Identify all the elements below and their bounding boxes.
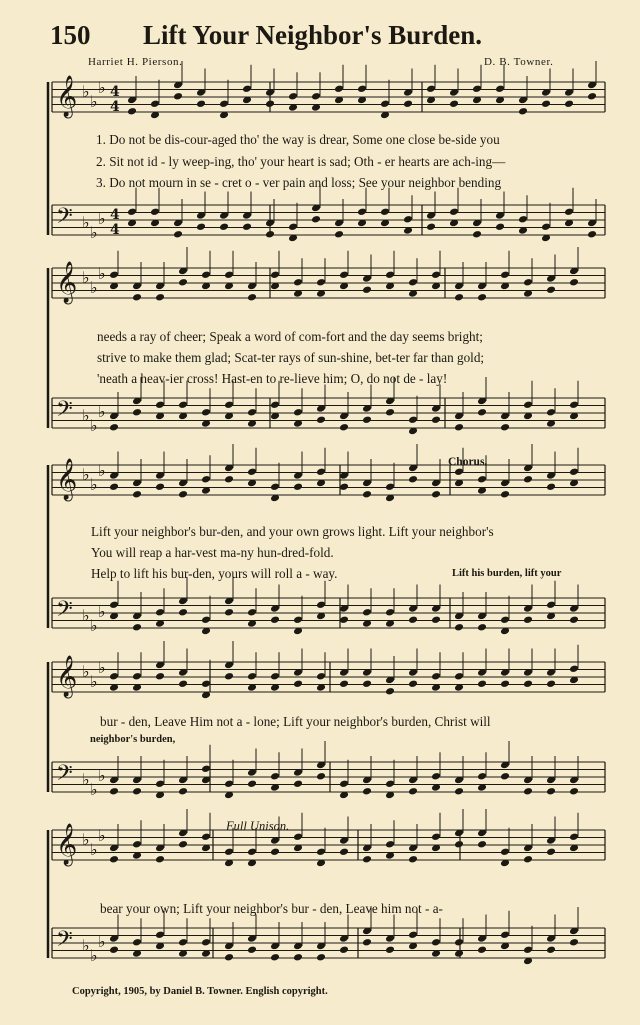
note-head [132,840,142,849]
flat-sign: ♭ [98,264,106,283]
lyric-line: Help to lift his bur-den, yours will roll a - way. [91,566,338,581]
note-head [316,953,326,962]
note-head [178,679,188,688]
note-head [495,84,505,93]
note-head [339,847,349,856]
note-head [265,99,275,108]
note-head [541,222,551,231]
note-head [523,787,533,796]
note-head [380,207,390,216]
hymn-title: Lift Your Neighbor's Burden. [143,20,483,50]
lyric-line: 2. Sit not id - ly weep-ing, tho' your heart is sad; Oth - er hearts are ach-ing— [96,154,506,169]
flat-sign: ♭ [90,616,98,635]
note-head [173,92,183,101]
note-head [339,679,349,688]
note-head [523,475,533,484]
note-head [334,230,344,239]
bass-clef: 𝄢 [56,397,73,427]
note-head [569,787,579,796]
note-head [224,270,234,279]
note-head [569,615,579,624]
note-head [224,953,234,962]
note-head [150,99,160,108]
note-head [293,832,303,841]
note-head [569,832,579,841]
note-head [523,855,533,864]
note-head [270,953,280,962]
note-head [155,608,165,617]
note-head [316,415,326,424]
note-head [109,672,119,681]
note-head [293,482,303,491]
note-head [288,222,298,231]
note-head [569,278,579,287]
note-head [132,672,142,681]
note-head [155,482,165,491]
note-head [357,84,367,93]
note-head [546,408,556,417]
note-head [385,270,395,279]
note-head [477,772,487,781]
note-head [385,687,395,696]
note-head [546,482,556,491]
note-head [270,615,280,624]
note-head [454,938,464,947]
note-head [132,408,142,417]
flat-sign: ♭ [98,932,106,951]
note-head [316,847,326,856]
note-head [408,615,418,624]
note-head [362,285,372,294]
note-head [178,490,188,499]
flat-sign: ♭ [82,662,90,681]
note-head [339,945,349,954]
note-head [247,467,257,476]
note-head [523,615,533,624]
note-head [546,679,556,688]
note-head [500,490,510,499]
composer-credit: D. B. Towner. [484,56,554,68]
note-head [449,99,459,108]
flat-sign: ♭ [82,268,90,287]
note-head [408,278,418,287]
note-head [426,222,436,231]
lyric-line: needs a ray of cheer; Speak a word of com-fort and the day seems bright; [97,329,483,344]
note-head [472,230,482,239]
note-head [403,215,413,224]
treble-clef: 𝄞 [56,459,78,500]
note-head [224,847,234,856]
note-head [385,779,395,788]
note-head [127,107,137,116]
note-head [219,222,229,231]
treble-clef: 𝄞 [56,824,78,865]
note-head [109,482,119,491]
note-head [495,222,505,231]
lyric-line: Lift your neighbor's bur-den, and your own grows light. Lift your neighbor's [91,524,494,539]
note-head [546,787,556,796]
treble-clef: 𝄞 [56,262,78,303]
note-head [449,207,459,216]
bass-cue-words: neighbor's burden, [90,734,176,745]
note-head [523,945,533,954]
flat-sign: ♭ [82,82,90,101]
full-unison-marking: Full Unison. [226,819,290,833]
note-head [408,855,418,864]
lyric-line: 1. Do not be dis-cour-aged tho' the way is drear, Some one close be-side you [96,132,500,147]
note-head [155,855,165,864]
note-head [201,938,211,947]
note-head [523,278,533,287]
bass-clef: 𝄢 [56,204,73,234]
copyright-notice: Copyright, 1905, by Daniel B. Towner. English copyright. [72,986,328,997]
note-head [431,270,441,279]
note-head [224,608,234,617]
note-head [247,293,257,302]
note-head [155,293,165,302]
time-signature-top: 4 [110,207,120,223]
note-head [500,679,510,688]
bass-cue-words: Lift his burden, lift your [452,568,562,579]
chorus-marking: Chorus. [448,456,488,468]
note-head [270,270,280,279]
note-head [247,408,257,417]
flat-sign: ♭ [82,213,90,232]
note-head [247,847,257,856]
note-head [477,408,487,417]
note-head [454,467,464,476]
note-head [546,285,556,294]
note-head [564,207,574,216]
note-head [293,679,303,688]
note-head [155,930,165,939]
note-head [178,787,188,796]
bass-clef: 𝄢 [56,761,73,791]
note-head [201,832,211,841]
flat-sign: ♭ [82,465,90,484]
note-head [431,415,441,424]
note-head [288,92,298,101]
note-head [132,490,142,499]
note-head [219,99,229,108]
note-head [316,672,326,681]
note-head [201,475,211,484]
note-head [155,672,165,681]
note-head [477,840,487,849]
note-head [270,772,280,781]
note-head [109,787,119,796]
flat-sign: ♭ [98,658,106,677]
note-head [362,415,372,424]
note-head [431,832,441,841]
bass-clef: 𝄢 [56,597,73,627]
lyric-line: You will reap a har-vest ma-ny hun-dred-fold. [91,545,334,560]
note-head [362,787,372,796]
flat-sign: ♭ [82,770,90,789]
flat-sign: ♭ [90,475,98,494]
note-head [247,779,257,788]
note-head [408,787,418,796]
treble-clef: 𝄞 [56,76,78,117]
note-head [431,615,441,624]
note-head [454,787,464,796]
note-head [109,270,119,279]
time-signature-bottom: 4 [110,222,120,238]
flat-sign: ♭ [82,936,90,955]
flat-sign: ♭ [90,946,98,965]
flat-sign: ♭ [82,830,90,849]
time-signature-top: 4 [110,84,120,100]
note-head [477,293,487,302]
note-head [339,779,349,788]
flat-sign: ♭ [98,402,106,421]
flat-sign: ♭ [82,606,90,625]
note-head [293,953,303,962]
note-head [339,270,349,279]
note-head [380,99,390,108]
note-head [196,99,206,108]
note-head [362,608,372,617]
note-head [316,467,326,476]
note-head [569,938,579,947]
note-head [569,664,579,673]
note-head [385,408,395,417]
note-head [362,679,372,688]
note-head [242,84,252,93]
lyric-line: 3. Do not mourn in se - cret o - ver pain and loss; See your neighbor bending [96,175,502,190]
note-head [178,840,188,849]
note-head [357,207,367,216]
note-head [293,278,303,287]
note-head [362,938,372,947]
note-head [132,623,142,632]
lyric-line: 'neath a heav-ier cross! Hast-en to re-lieve him; O, do not de - lay! [97,371,448,386]
note-head [408,475,418,484]
note-head [247,608,257,617]
flat-sign: ♭ [98,766,106,785]
note-head [334,84,344,93]
note-head [454,672,464,681]
note-head [247,672,257,681]
note-head [127,207,137,216]
note-head [201,615,211,624]
note-head [155,400,165,409]
flat-sign: ♭ [90,278,98,297]
note-head [454,293,464,302]
note-head [569,400,579,409]
note-head [523,679,533,688]
hymn-number: 150 [50,20,91,50]
note-head [500,930,510,939]
note-head [242,222,252,231]
note-head [316,600,326,609]
note-head [431,938,441,947]
flat-sign: ♭ [90,92,98,111]
note-head [109,423,119,432]
note-head [270,847,280,856]
flat-sign: ♭ [98,602,106,621]
flat-sign: ♭ [90,416,98,435]
note-head [477,623,487,632]
note-head [339,423,349,432]
note-head [403,99,413,108]
note-head [109,945,119,954]
note-head [587,230,597,239]
note-head [362,855,372,864]
note-head [564,99,574,108]
note-head [201,408,211,417]
note-head [224,672,234,681]
flat-sign: ♭ [98,209,106,228]
flat-sign: ♭ [98,78,106,97]
note-head [408,415,418,424]
lyricist-credit: Harriet H. Pierson. [88,56,183,68]
note-head [546,847,556,856]
note-head [178,400,188,409]
note-head [477,475,487,484]
note-head [523,400,533,409]
note-head [569,467,579,476]
note-head [132,293,142,302]
note-head [477,945,487,954]
note-head [132,938,142,947]
note-head [293,408,303,417]
note-head [587,92,597,101]
note-head [500,615,510,624]
note-head [196,222,206,231]
note-head [109,855,119,864]
note-head [518,107,528,116]
lyric-line: bur - den, Leave Him not a - lone; Lift your neighbor's burden, Christ will [100,714,491,729]
note-head [178,608,188,617]
bass-clef: 𝄢 [56,927,73,957]
flat-sign: ♭ [90,672,98,691]
note-head [500,772,510,781]
note-head [247,945,257,954]
note-head [224,475,234,484]
note-head [546,600,556,609]
note-head [109,600,119,609]
note-head [408,930,418,939]
note-head [385,840,395,849]
note-head [316,278,326,287]
time-signature-bottom: 4 [110,99,120,115]
note-head [385,945,395,954]
note-head [472,84,482,93]
note-head [431,672,441,681]
note-head [454,423,464,432]
flat-sign: ♭ [90,780,98,799]
note-head [385,608,395,617]
note-head [431,490,441,499]
note-head [541,99,551,108]
note-head [270,482,280,491]
note-head [155,779,165,788]
note-head [178,938,188,947]
note-head [408,679,418,688]
lyric-line: bear your own; Lift your neighbor's bur - den, Leave him not - a- [100,901,443,916]
note-head [132,787,142,796]
flat-sign: ♭ [90,840,98,859]
note-head [500,847,510,856]
flat-sign: ♭ [82,406,90,425]
note-head [362,490,372,499]
note-head [500,270,510,279]
note-head [454,840,464,849]
note-head [270,400,280,409]
note-head [477,679,487,688]
note-head [224,400,234,409]
note-head [385,482,395,491]
note-head [311,92,321,101]
note-head [201,270,211,279]
note-head [500,423,510,432]
note-head [293,615,303,624]
note-head [178,278,188,287]
flat-sign: ♭ [90,223,98,242]
note-head [546,945,556,954]
note-head [173,230,183,239]
treble-clef: 𝄞 [56,656,78,697]
note-head [426,84,436,93]
note-head [150,207,160,216]
note-head [431,772,441,781]
note-head [293,779,303,788]
note-head [270,672,280,681]
lyric-line: strive to make them glad; Scat-ter rays of sun-shine, bet-ter far than gold; [97,350,485,365]
note-head [311,215,321,224]
note-head [224,779,234,788]
note-head [316,772,326,781]
note-head [265,230,275,239]
note-head [454,623,464,632]
note-head [518,215,528,224]
flat-sign: ♭ [98,461,106,480]
flat-sign: ♭ [98,826,106,845]
